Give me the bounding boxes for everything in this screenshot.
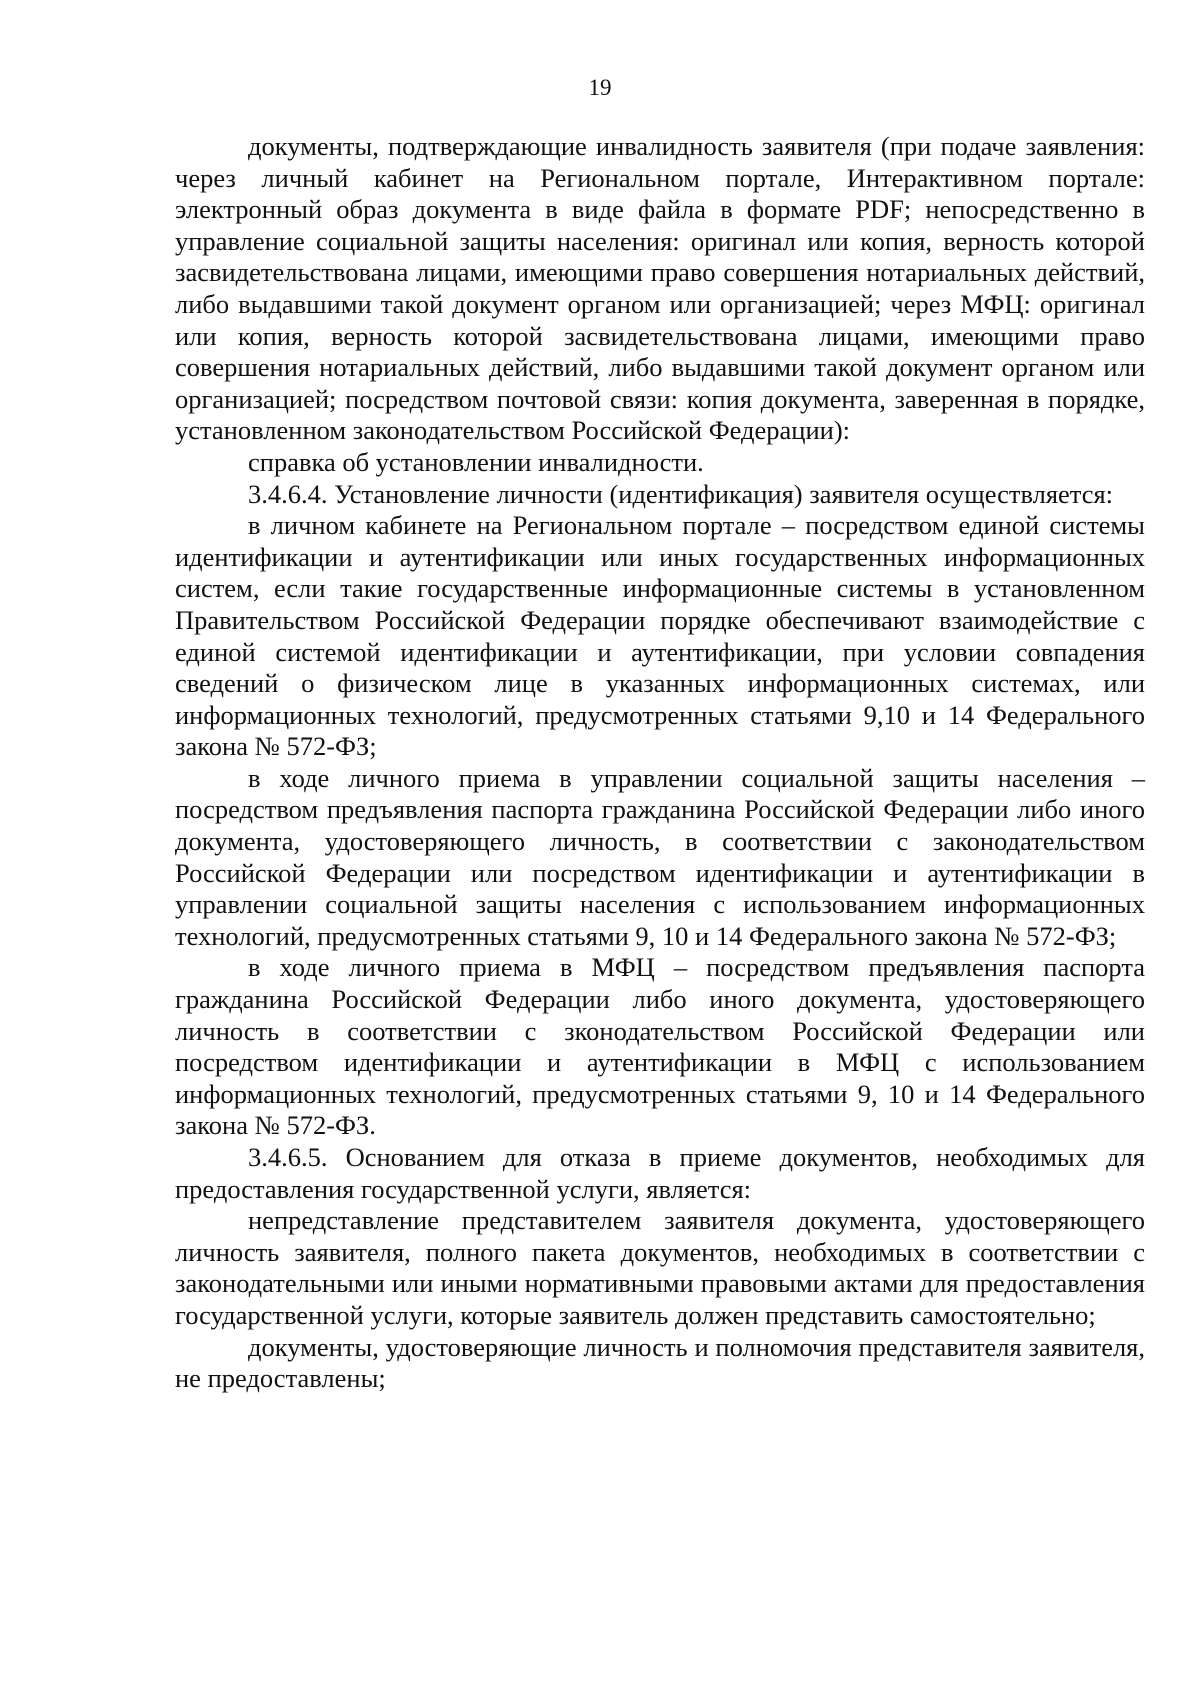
paragraph-regional-portal-identification: в личном кабинете на Региональном портале – посредством единой системы идентификации и аутентификации или иных государственных информационных систем, если такие государственные информационные системы в установленном Правительством Российской Федерации порядке обеспечивают взаимодействие с единой системой идентификации и аутентификации, при условии совпадения сведений о физическом лице в указанных информационных системах, или информационных технологий, предусмотренных статьями 9,10 и 14 Федерального закона № 572-ФЗ;	[175, 510, 1145, 762]
paragraph-refusal-reason-representative-documents: документы, удостоверяющие личность и полномочия представителя заявителя, не предоставлены;	[175, 1331, 1145, 1394]
paragraph-refusal-reason-incomplete-documents: непредставление представителем заявителя документа, удостоверяющего личность заявителя, полного пакета документов, необходимых в соответствии с законодательными или иными нормативными правовыми актами для предоставления государственной услуги, которые заявитель должен представить самостоятельно;	[175, 1205, 1145, 1330]
paragraph-section-3-4-6-4: 3.4.6.4. Установление личности (идентификация) заявителя осуществляется:	[248, 478, 1114, 509]
paragraph-disability-certificate: справка об установлении инвалидности.	[248, 446, 704, 477]
paragraph-mfc-reception: в ходе личного приема в МФЦ – посредством предъявления паспорта гражданина Российской Федерации либо иного документа, удостоверяющего личность в соответствии с зконодательством Российской Федерации или посредством идентификации и аутентификации в МФЦ с использованием информационных технологий, предусмотренных статьями 9, 10 и 14 Федерального закона № 572-ФЗ.	[175, 952, 1145, 1141]
document-body	[175, 131, 1145, 1395]
paragraph-disability-documents: документы, подтверждающие инвалидность заявителя (при подаче заявления: через личный кабинет на Региональном портале, Интерактивном портале: электронный образ документа в виде файла в формате PDF; непосредственно в управление социальной защиты населения: оригинал или копия, верность которой засвидетельствована лицами, имеющими право совершения нотариальных действий, либо выдавшими такой документ органом или организацией; через МФЦ: оригинал или копия, верность которой засвидетельствована лицами, имеющими право совершения нотариальных действий, либо выдавшими такой документ органом или организацией; посредством почтовой связи: копия документа, заверенная в порядке, установленном законодательством Российской Федерации):	[175, 131, 1145, 446]
page-number: 19	[588, 75, 612, 100]
paragraph-section-3-4-6-5: 3.4.6.5. Основанием для отказа в приеме документов, необходимых для предоставления государственной услуги, является:	[175, 1142, 1145, 1204]
paragraph-social-protection-reception: в ходе личного приема в управлении социальной защиты населения – посредством предъявления паспорта гражданина Российской Федерации либо иного документа, удостоверяющего личность, в соответствии с законодательством Российской Федерации или посредством идентификации и аутентификации в управлении социальной защиты населения с использованием информационных технологий, предусмотренных статьями 9, 10 и 14 Федерального закона № 572-ФЗ;	[175, 762, 1145, 951]
